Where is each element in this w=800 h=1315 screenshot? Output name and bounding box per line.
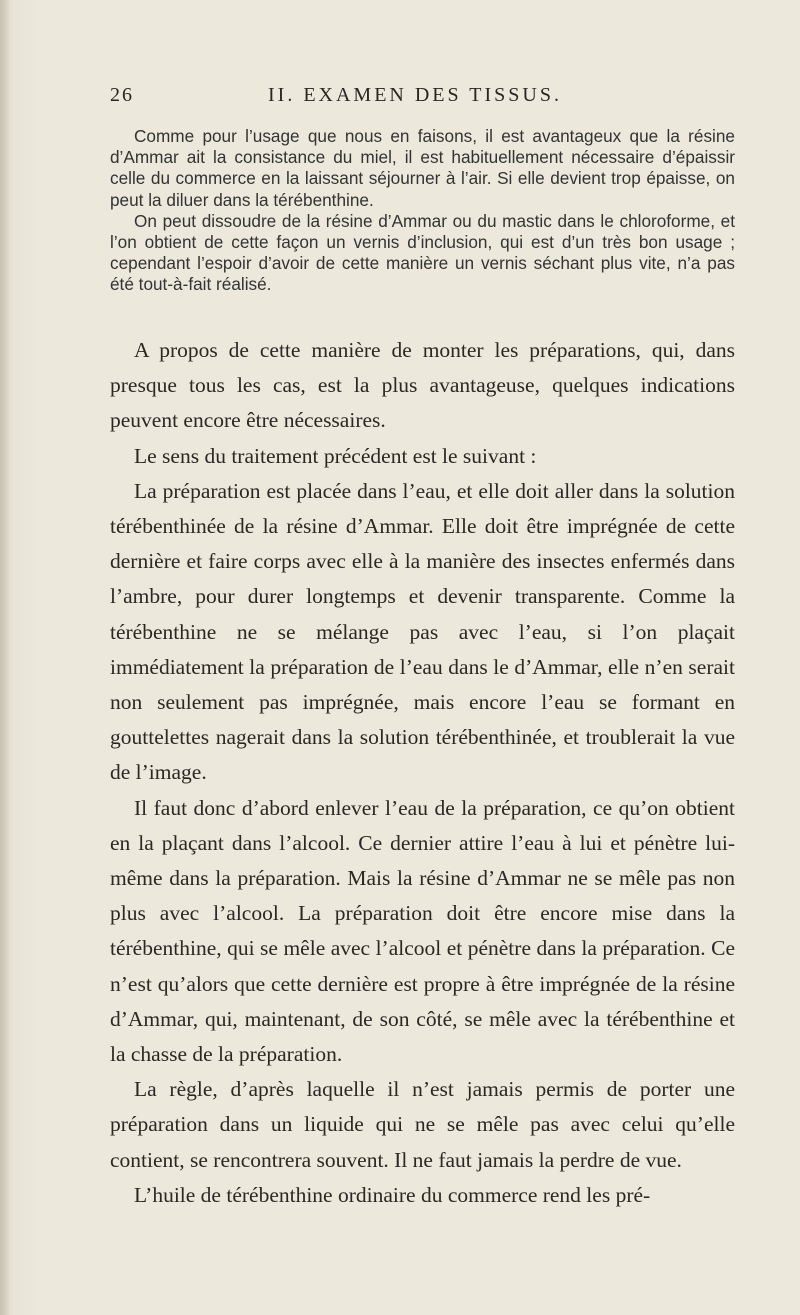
paragraph: La règle, d’après laquelle il n’est jamais permis de porter une préparation dans un liquide qui ne se mêle pas avec celui qu’elle contient, se rencontrera souvent. Il ne faut jamais la perdre de vue. [110, 1077, 735, 1172]
paragraph: Le sens du traitement précédent est le suivant : [134, 443, 537, 468]
small-print-section [110, 126, 735, 296]
paragraph: L’huile de térébenthine ordinaire du commerce rend les pré- [134, 1182, 651, 1207]
page-gutter-shadow [0, 0, 10, 1315]
small-paragraph: On peut dissoudre de la résine d’Ammar ou du mastic dans le chloroforme, et l’on obtient de cette façon un vernis d’inclusion, qui est d’un très bon usage ; cependant l’espoir d’avoir de cette manière un vernis séchant plus vite, n’a pas été tout-à-fait réalisé. [110, 210, 735, 295]
small-paragraph: Comme pour l’usage que nous en faisons, il est avantageux que la résine d’Ammar ait la consistance du miel, il est habituellement nécessaire d’épaissir celle du commerce en la laissant séjourner à l’air. Si elle devient trop épaisse, on peut la diluer dans la térébenthine. [110, 126, 735, 210]
paragraph: A propos de cette manière de monter les préparations, qui, dans presque tous les cas, est la plus avantageuse, quelques indications peuvent encore être nécessaires. [110, 338, 735, 433]
paragraph: Il faut donc d’abord enlever l’eau de la préparation, ce qu’on obtient en la plaçant dans l’alcool. Ce dernier attire l’eau à lui et pénètre lui-même dans la préparation. Mais la résine d’Ammar ne se mêle pas non plus avec l’alcool. La préparation doit être encore mise dans la térébenthine, qui se mêle avec l’alcool et pénètre dans la préparation. Ce n’est qu’alors que cette dernière est propre à être imprégnée de la résine d’Ammar, qui, maintenant, de son côté, se mêle avec la térébenthine et la chasse de la préparation. [110, 795, 735, 1067]
main-text-section [110, 333, 735, 1213]
running-head: II. EXAMEN DES TISSUS. [268, 84, 562, 106]
page-number: 26 [110, 84, 134, 106]
page-header [110, 84, 750, 108]
paragraph: La préparation est placée dans l’eau, et elle doit aller dans la solution térébenthinée de la résine d’Ammar. Elle doit être imprégnée de cette dernière et faire corps avec elle à la manière des insectes enfermés dans l’ambre, pour durer longtemps et devenir transparente. Comme la térébenthine ne se mélange pas avec l’eau, si l’on plaçait immédiatement la préparation de l’eau dans le d’Ammar, elle n’en serait non seulement pas imprégnée, mais encore l’eau se formant en gouttelettes nagerait dans la solution térébenthinée, et troublerait la vue de l’image. [110, 478, 735, 785]
